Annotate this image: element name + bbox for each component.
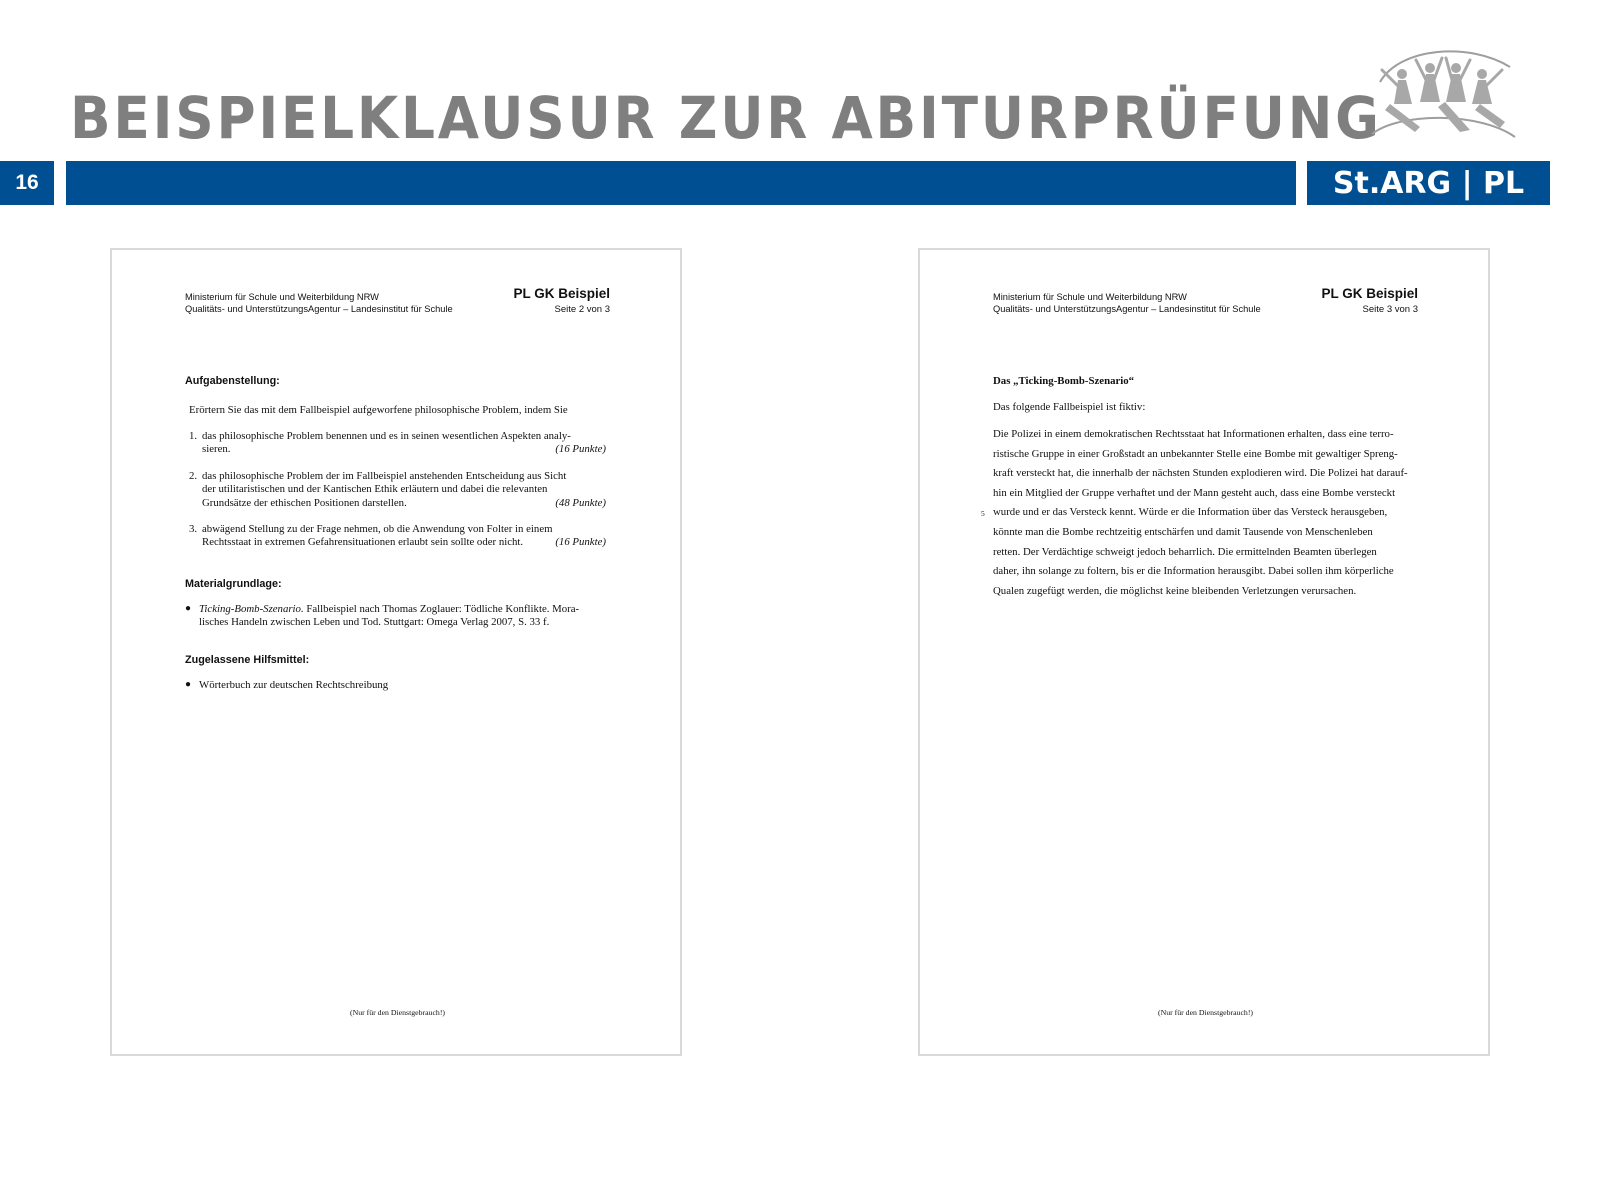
document-page-left bbox=[110, 248, 682, 1056]
task-line: der utilitaristischen und der Kantischen Ethik erläutern und dabei die relevanten bbox=[202, 483, 548, 496]
scenario-line: ristische Gruppe in einer Großstadt an unbekannter Stelle eine Bombe mit gewaltiger Spreng- bbox=[993, 447, 1398, 460]
document-header bbox=[993, 280, 1418, 320]
task-item bbox=[185, 523, 610, 553]
slide-title: BEISPIELKLAUSUR ZUR ABITURPRÜFUNG bbox=[70, 84, 1382, 152]
task-intro: Erörtern Sie das mit dem Fallbeispiel aufgeworfene philosophische Problem, indem Sie bbox=[189, 404, 568, 416]
material-title: Ticking-Bomb-Szenario. bbox=[199, 603, 304, 615]
task-number: 3. bbox=[189, 523, 198, 535]
document-page-right bbox=[918, 248, 1490, 1056]
scenario-line: kraft versteckt hat, die innerhalb der nächsten Stunden explodieren wird. Die Polizei hat darauf- bbox=[993, 467, 1408, 480]
material-item bbox=[185, 603, 610, 631]
task-points: (48 Punkte) bbox=[555, 496, 606, 509]
page-footer: (Nur für den Dienstgebrauch!) bbox=[1157, 1008, 1254, 1017]
slide-page-number: 16 bbox=[0, 161, 54, 205]
exam-code: PL GK Beispiel bbox=[1321, 286, 1418, 301]
task-line: Rechtsstaat in extremen Gefahrensituationen erlaubt sein sollte oder nicht. bbox=[202, 536, 524, 549]
agency-name: Qualitäts- und UnterstützungsAgentur – Landesinstitut für Schule bbox=[993, 304, 1261, 314]
bullet-icon: ● bbox=[185, 679, 192, 690]
scenario-text bbox=[981, 425, 1418, 601]
task-line: sieren. bbox=[202, 443, 231, 456]
material-heading: Materialgrundlage: bbox=[185, 578, 282, 590]
document-header bbox=[185, 280, 610, 320]
bullet-icon: ● bbox=[185, 603, 192, 614]
header-bar bbox=[66, 161, 1296, 205]
scenario-line: daher, ihn solange zu foltern, bis er die Information herausgibt. Dabei sollen ihm körperliche bbox=[993, 565, 1394, 578]
task-item bbox=[185, 430, 610, 460]
scenario-line: wurde und er das Versteck kennt. Würde er die Information über das Versteck herausgeben, bbox=[993, 506, 1388, 519]
line-number: 5 bbox=[981, 509, 985, 519]
ministry-name: Ministerium für Schule und Weiterbildung NRW bbox=[185, 292, 379, 302]
task-line: Grundsätze der ethischen Positionen darstellen. bbox=[202, 496, 407, 509]
scenario-line: Qualen zugefügt werden, die möglichst keine bleibenden Verletzungen verursachen. bbox=[993, 584, 1357, 597]
scenario-line: Die Polizei in einem demokratischen Rechtsstaat hat Informationen erhalten, dass eine terro- bbox=[993, 428, 1394, 440]
task-line: das philosophische Problem benennen und es in seinen wesentlichen Aspekten analy- bbox=[202, 430, 571, 442]
task-points: (16 Punkte) bbox=[555, 443, 606, 456]
page-info: Seite 3 von 3 bbox=[1362, 304, 1418, 315]
task-number: 2. bbox=[189, 470, 198, 482]
aids-heading: Zugelassene Hilfsmittel: bbox=[185, 654, 310, 666]
material-line: lisches Handeln zwischen Leben und Tod. Stuttgart: Omega Verlag 2007, S. 33 f. bbox=[199, 615, 550, 628]
agency-name: Qualitäts- und UnterstützungsAgentur – Landesinstitut für Schule bbox=[185, 304, 453, 314]
task-item bbox=[185, 470, 610, 514]
scenario-title: Das „Ticking-Bomb-Szenario“ bbox=[993, 375, 1135, 387]
aids-item bbox=[185, 679, 610, 695]
task-number: 1. bbox=[189, 430, 198, 442]
scenario-intro: Das folgende Fallbeispiel ist fiktiv: bbox=[993, 401, 1146, 413]
material-line: Fallbeispiel nach Thomas Zoglauer: Tödliche Konflikte. Mora- bbox=[303, 603, 580, 615]
page-footer: (Nur für den Dienstgebrauch!) bbox=[349, 1008, 446, 1017]
ministry-name: Ministerium für Schule und Weiterbildung NRW bbox=[993, 292, 1187, 302]
dancing-figures-logo-icon bbox=[1360, 42, 1520, 147]
scenario-line: retten. Der Verdächtige schweigt jedoch beharrlich. Die ermittelnden Beamten überlegen bbox=[993, 545, 1377, 558]
task-points: (16 Punkte) bbox=[555, 536, 606, 549]
exam-code: PL GK Beispiel bbox=[513, 286, 610, 301]
page-info: Seite 2 von 3 bbox=[554, 304, 610, 315]
aids-text: Wörterbuch zur deutschen Rechtschreibung bbox=[199, 679, 389, 691]
task-heading: Aufgabenstellung: bbox=[185, 375, 280, 387]
scenario-line: könnte man die Bombe rechtzeitig entschärfen und damit Tausende von Menschenleben bbox=[993, 525, 1373, 538]
course-label: St.ARG | PL bbox=[1307, 161, 1550, 205]
scenario-line: hin ein Mitglied der Gruppe verhaftet und der Mann gesteht auch, dass eine Bombe versteckt bbox=[993, 486, 1396, 499]
task-line: das philosophische Problem der im Fallbeispiel anstehenden Entscheidung aus Sicht bbox=[202, 470, 567, 482]
task-line: abwägend Stellung zu der Frage nehmen, ob die Anwendung von Folter in einem bbox=[202, 523, 553, 535]
